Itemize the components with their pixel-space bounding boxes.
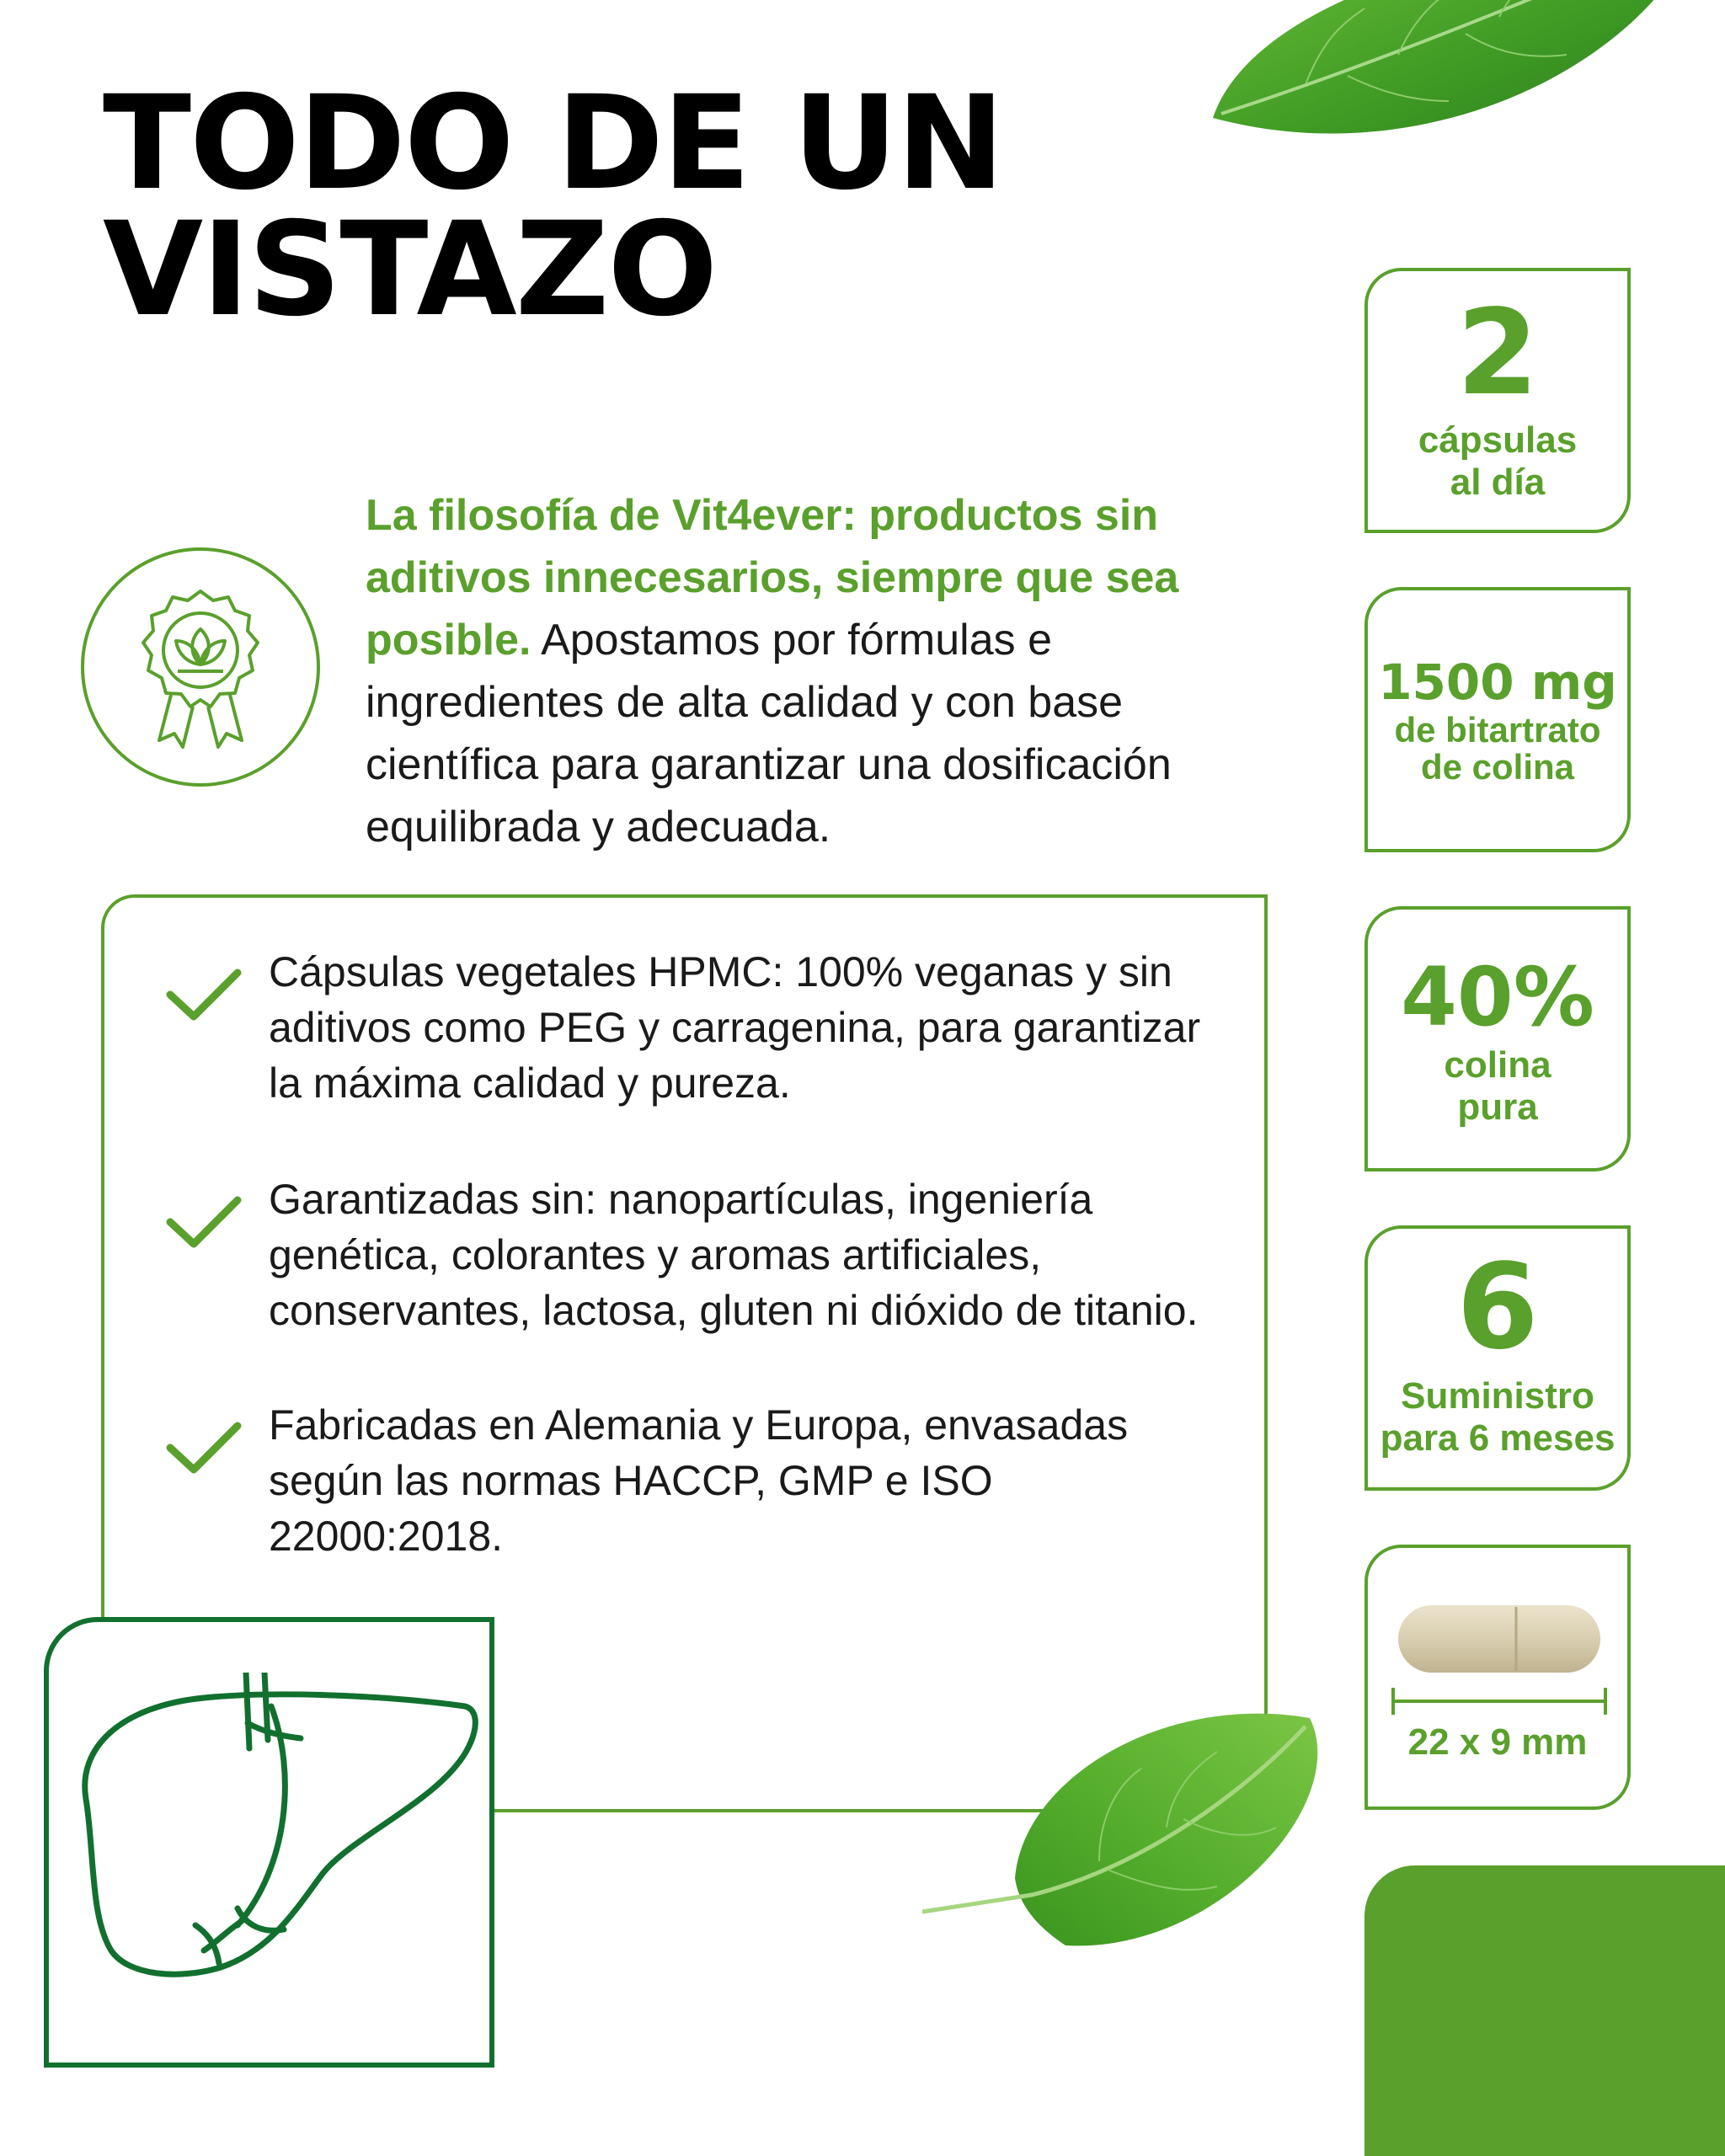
card-supply-value: 6 — [1456, 1239, 1539, 1376]
card-supply — [1365, 1225, 1631, 1491]
leaf-top-image — [1179, 0, 1718, 160]
intro-body: Apostamos por fórmulas e ingredientes de alta calidad y con base científica para garantizar una dosificación equilibrada y adecuada. — [366, 616, 1172, 851]
liver-illustration-box — [44, 1617, 494, 2068]
quality-seal-icon — [78, 545, 323, 789]
card-amount — [1365, 587, 1631, 852]
card-capsule-size — [1365, 1545, 1631, 1810]
card-dose-line1: cápsulas — [1418, 419, 1578, 461]
card-purity-line2: pura — [1457, 1086, 1538, 1128]
card-amount-line2: de colina — [1420, 747, 1575, 787]
intro-highlight: La filosofía de Vit4ever: productos sin aditivos innecesarios, siempre que sea posible. — [366, 491, 1179, 664]
card-daily-dose — [1365, 268, 1631, 533]
page-title — [103, 68, 1003, 345]
check-icon — [163, 1414, 244, 1481]
card-purity-value: 40% — [1401, 950, 1594, 1044]
card-purity — [1365, 906, 1631, 1171]
feature-text: Fabricadas en Alemania y Europa, envasadas según las normas HACCP, GMP e ISO 22000:2018. — [269, 1401, 1129, 1560]
feature-text: Garantizadas sin: nanopartículas, ingeniería genética, colorantes y aromas artificiales, conservantes, lactosa, gluten ni dióxido de titanio. — [269, 1176, 1199, 1334]
card-dose-value: 2 — [1456, 285, 1539, 422]
leaf-bottom-image — [914, 1676, 1369, 1962]
liver-icon — [69, 1673, 482, 2001]
card-amount-value: 1500 mg — [1378, 654, 1617, 711]
card-dose-line2: al día — [1450, 462, 1546, 503]
green-corner-block — [1365, 1865, 1725, 2156]
capsule-icon — [1390, 1593, 1609, 1728]
card-amount-line1: de bitartrato — [1394, 710, 1601, 750]
feature-text: Cápsulas vegetales HPMC: 100% veganas y sin aditivos como PEG y carragenina, para garantizar la máxima calidad y pureza. — [269, 948, 1201, 1107]
title-line-2: VISTAZO — [103, 195, 717, 345]
card-purity-line1: colina — [1444, 1044, 1551, 1086]
card-capsule-size-label: 22 x 9 mm — [1407, 1721, 1588, 1763]
check-icon — [163, 1188, 244, 1256]
intro-paragraph — [366, 484, 1258, 858]
title-line-1: TODO DE UN — [103, 68, 1003, 219]
card-supply-line2: para 6 meses — [1380, 1417, 1616, 1459]
check-icon — [163, 961, 244, 1028]
card-supply-line1: Suministro — [1401, 1375, 1594, 1417]
